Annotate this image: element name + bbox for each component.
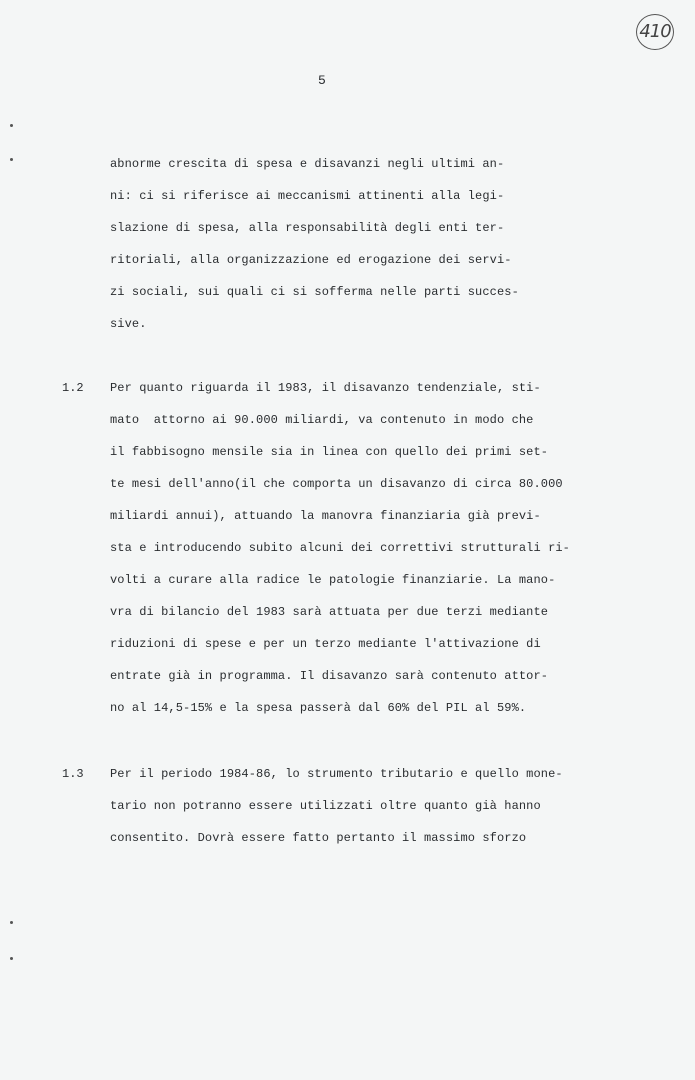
section-number-1-2: 1.2	[62, 381, 84, 395]
text-line: mato attorno ai 90.000 miliardi, va contenuto in modo che	[110, 413, 534, 427]
text-line: te mesi dell'anno(il che comporta un disavanzo di circa 80.000	[110, 477, 563, 491]
text-line: sta e introducendo subito alcuni dei correttivi strutturali ri-	[110, 541, 570, 555]
text-line: abnorme crescita di spesa e disavanzi negli ultimi an-	[110, 157, 505, 171]
margin-mark	[10, 957, 13, 960]
text-line: il fabbisogno mensile sia in linea con quello dei primi set-	[110, 445, 549, 459]
paragraph-intro	[110, 148, 519, 340]
text-line: zi sociali, sui quali ci si sofferma nelle parti succes-	[110, 285, 519, 299]
text-line: consentito. Dovrà essere fatto pertanto il massimo sforzo	[110, 831, 527, 845]
text-line: no al 14,5-15% e la spesa passerà dal 60% del PIL al 59%.	[110, 701, 527, 715]
section-number-1-3: 1.3	[62, 767, 84, 781]
text-line: ritoriali, alla organizzazione ed erogazione dei servi-	[110, 253, 512, 267]
text-line: vra di bilancio del 1983 sarà attuata per due terzi mediante	[110, 605, 549, 619]
margin-mark	[10, 158, 13, 161]
text-line: sive.	[110, 317, 147, 331]
paragraph-section-1-3	[110, 758, 563, 854]
paragraph-section-1-2	[110, 372, 570, 724]
text-line: ni: ci si riferisce ai meccanismi attinenti alla legi-	[110, 189, 505, 203]
text-line: tario non potranno essere utilizzati oltre quanto già hanno	[110, 799, 541, 813]
page-number: 5	[318, 73, 326, 88]
text-line: slazione di spesa, alla responsabilità degli enti ter-	[110, 221, 505, 235]
text-line: miliardi annui), attuando la manovra finanziaria già previ-	[110, 509, 541, 523]
text-line: entrate già in programma. Il disavanzo sarà contenuto attor-	[110, 669, 549, 683]
text-line: Per il periodo 1984-86, lo strumento tributario e quello mone-	[110, 767, 563, 781]
text-line: riduzioni di spese e per un terzo mediante l'attivazione di	[110, 637, 541, 651]
archive-stamp: 410	[636, 14, 674, 50]
text-line: volti a curare alla radice le patologie finanziarie. La mano-	[110, 573, 556, 587]
margin-mark	[10, 124, 13, 127]
margin-mark	[10, 921, 13, 924]
text-line: Per quanto riguarda il 1983, il disavanzo tendenziale, sti-	[110, 381, 541, 395]
